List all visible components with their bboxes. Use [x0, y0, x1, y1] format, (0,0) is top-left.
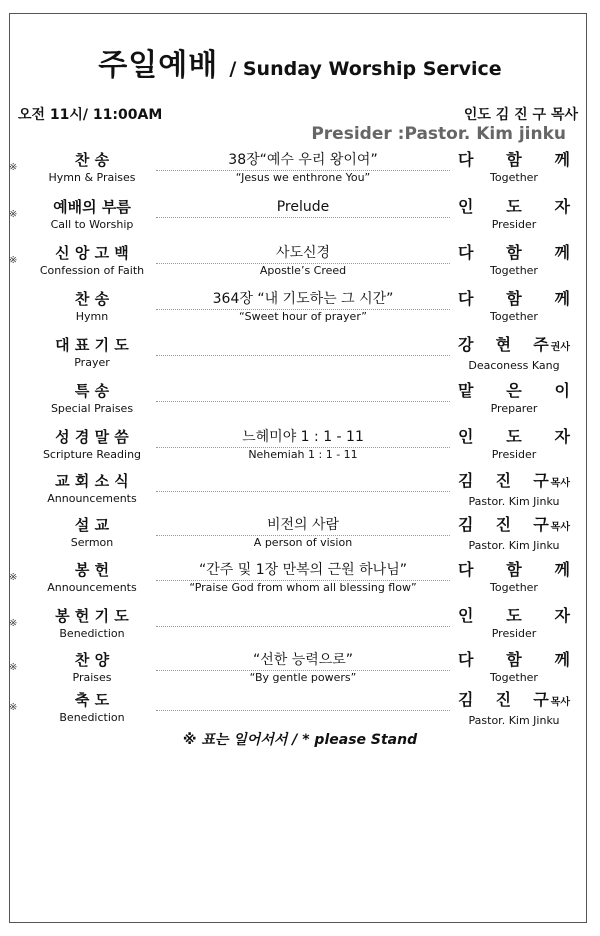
leader-char: 인 — [458, 606, 474, 625]
center-subtitle: “Jesus we enthrone You” — [233, 171, 374, 184]
leader-ko — [458, 650, 570, 670]
order-item-ko: 대 표 기 도 — [55, 336, 129, 354]
order-item-leader — [458, 197, 570, 232]
service-time: 오전 11시/ 11:00AM — [18, 107, 163, 123]
order-item-label — [36, 381, 148, 416]
leader-char: 김 — [458, 690, 474, 709]
order-item-en: Prayer — [74, 356, 110, 369]
stand-marker: ※ — [9, 209, 18, 220]
leader-char: 구 목사 — [533, 690, 570, 709]
leader-en: Together — [490, 310, 538, 323]
center-title: Prelude — [274, 199, 333, 215]
order-item-label — [36, 560, 148, 595]
order-item-ko: 교 회 소 식 — [55, 472, 129, 490]
order-item-en: Benediction — [59, 627, 125, 640]
leader-ko — [458, 243, 570, 263]
leader-dots — [156, 217, 450, 218]
leader-char: 주 권사 — [533, 335, 570, 354]
leader-char: 김 — [458, 515, 474, 534]
order-item-ko: 찬 양 — [74, 651, 110, 669]
order-item-en: Special Praises — [50, 402, 134, 415]
leader-char: 도 — [506, 606, 522, 625]
leader-char: 자 — [554, 606, 570, 625]
order-item-ko: 축 도 — [74, 691, 110, 709]
order-item-en: Announcements — [47, 581, 137, 594]
order-item-label — [36, 150, 148, 185]
order-item-label — [36, 335, 148, 370]
leader-char: 함 — [506, 243, 522, 262]
center-subtitle: “Praise God from whom all blessing flow” — [186, 581, 419, 594]
leader-char: 현 — [495, 335, 512, 354]
stand-marker: ※ — [9, 702, 18, 713]
leader-char: 진 — [495, 690, 512, 709]
leader-char: 께 — [554, 289, 570, 308]
leader-en: Deaconess Kang — [468, 359, 560, 372]
order-item-content — [156, 197, 450, 217]
stand-note: ※ 표는 일어서서 / * please Stand — [182, 732, 418, 748]
leader-ko — [458, 427, 570, 447]
leader-ko — [458, 471, 570, 494]
order-item-leader — [458, 381, 570, 416]
order-item-content — [156, 650, 450, 685]
order-item-ko: 특 송 — [74, 382, 110, 400]
stand-marker: ※ — [9, 662, 18, 673]
leader-char: 함 — [506, 150, 522, 169]
leader-ko — [458, 150, 570, 170]
order-item-en: Hymn — [75, 310, 109, 323]
title-suffix: 목사 — [550, 697, 570, 708]
order-item-leader — [458, 471, 570, 509]
order-item-label — [36, 606, 148, 641]
leader-ko — [458, 606, 570, 626]
stand-marker: ※ — [9, 618, 18, 629]
title-english: / Sunday Worship Service — [229, 58, 502, 80]
leader-char: 도 — [506, 197, 522, 216]
stand-marker: ※ — [9, 255, 18, 266]
order-item-content — [156, 515, 450, 550]
leader-en: Together — [490, 671, 538, 684]
title-suffix: 목사 — [550, 522, 570, 533]
leader-char: 진 — [495, 515, 512, 534]
leader-char: 다 — [458, 650, 474, 669]
leader-en: Presider — [491, 627, 537, 640]
center-subtitle: A person of vision — [251, 536, 355, 549]
order-item-label — [36, 690, 148, 725]
center-subtitle: Apostle’s Creed — [257, 264, 349, 277]
order-item-label — [36, 650, 148, 685]
center-title: 비전의 사람 — [264, 517, 342, 533]
leader-ko — [458, 197, 570, 217]
leader-char: 인 — [458, 197, 474, 216]
order-item-en: Call to Worship — [50, 218, 134, 231]
order-item-leader — [458, 243, 570, 278]
order-item-label — [36, 515, 148, 550]
center-title: “선한 능력으로” — [250, 652, 356, 668]
order-item-ko: 찬 송 — [74, 290, 110, 308]
order-item-content — [156, 289, 450, 324]
order-item-leader — [458, 427, 570, 462]
order-item-content — [156, 560, 450, 595]
order-item-en: Confession of Faith — [39, 264, 145, 277]
order-item-ko: 성 경 말 씀 — [55, 428, 129, 446]
order-item-en: Hymn & Praises — [48, 171, 136, 184]
leader-en: Pastor. Kim Jinku — [468, 495, 560, 508]
order-item-en: Scripture Reading — [42, 448, 142, 461]
leader-en: Preparer — [490, 402, 538, 415]
leader-char: 자 — [554, 427, 570, 446]
leader-char: 다 — [458, 243, 474, 262]
leader-char: 께 — [554, 150, 570, 169]
order-item-leader — [458, 515, 570, 553]
order-item-leader — [458, 690, 570, 728]
order-item-leader — [458, 150, 570, 185]
leader-char: 인 — [458, 427, 474, 446]
leader-dots — [156, 491, 450, 492]
order-item-ko: 찬 송 — [74, 151, 110, 169]
title-korean: 주일예배 — [98, 48, 219, 83]
leader-char: 이 — [554, 381, 570, 400]
center-title: 느헤미야 1 : 1 - 11 — [239, 429, 367, 445]
title-suffix: 권사 — [550, 342, 570, 353]
leader-dots — [156, 626, 450, 627]
leader-char: 은 — [506, 381, 522, 400]
order-item-en: Sermon — [70, 536, 114, 549]
stand-marker: ※ — [9, 162, 18, 173]
title-suffix: 목사 — [550, 478, 570, 489]
order-item-label — [36, 197, 148, 232]
leader-en: Presider — [491, 218, 537, 231]
leader-ko — [458, 289, 570, 309]
order-item-label — [36, 289, 148, 324]
order-item-label — [36, 471, 148, 506]
leader-char: 구 목사 — [533, 515, 570, 534]
officiant: 인도 김 진 구 목사 — [463, 107, 578, 123]
center-subtitle: “Sweet hour of prayer” — [236, 310, 370, 323]
leader-ko — [458, 560, 570, 580]
leader-dots — [156, 355, 450, 356]
leader-ko — [458, 515, 570, 538]
leader-dots — [156, 401, 450, 402]
presider: Presider :Pastor. Kim jinku — [311, 124, 566, 144]
center-title: “간주 및 1장 만복의 근원 하나님” — [196, 562, 410, 578]
leader-char: 다 — [458, 150, 474, 169]
leader-char: 구 목사 — [533, 471, 570, 490]
center-subtitle: Nehemiah 1 : 1 - 11 — [245, 448, 360, 461]
leader-dots — [156, 710, 450, 711]
order-item-leader — [458, 335, 570, 373]
leader-char: 다 — [458, 560, 474, 579]
order-item-en: Announcements — [47, 492, 137, 505]
order-item-leader — [458, 560, 570, 595]
leader-char: 자 — [554, 197, 570, 216]
order-item-leader — [458, 650, 570, 685]
order-item-content — [156, 150, 450, 185]
order-item-ko: 봉 헌 기 도 — [55, 607, 129, 625]
order-item-ko: 봉 헌 — [74, 561, 110, 579]
stand-marker: ※ — [9, 572, 18, 583]
leader-char: 강 — [458, 335, 474, 354]
leader-en: Pastor. Kim Jinku — [468, 714, 560, 727]
leader-char: 께 — [554, 650, 570, 669]
order-item-ko: 신 앙 고 백 — [55, 244, 129, 262]
order-item-label — [36, 243, 148, 278]
leader-en: Presider — [491, 448, 537, 461]
leader-en: Pastor. Kim Jinku — [468, 539, 560, 552]
order-item-label — [36, 427, 148, 462]
leader-ko — [458, 690, 570, 713]
page-title — [0, 40, 600, 84]
leader-char: 다 — [458, 289, 474, 308]
leader-char: 함 — [506, 289, 522, 308]
center-subtitle: “By gentle powers” — [247, 671, 360, 684]
center-title: 사도신경 — [273, 245, 333, 261]
order-item-leader — [458, 289, 570, 324]
leader-char: 맡 — [458, 381, 474, 400]
leader-en: Together — [490, 581, 538, 594]
order-item-ko: 설 교 — [74, 516, 110, 534]
leader-char: 도 — [506, 427, 522, 446]
order-item-content — [156, 243, 450, 278]
order-item-en: Praises — [72, 671, 112, 684]
leader-char: 김 — [458, 471, 474, 490]
order-item-content — [156, 427, 450, 462]
order-item-en: Benediction — [59, 711, 125, 724]
leader-en: Together — [490, 264, 538, 277]
leader-char: 께 — [554, 243, 570, 262]
leader-char: 진 — [495, 471, 512, 490]
center-title: 38장“예수 우리 왕이여” — [225, 152, 380, 168]
leader-en: Together — [490, 171, 538, 184]
leader-char: 함 — [506, 650, 522, 669]
center-title: 364장 “내 기도하는 그 시간” — [210, 291, 397, 307]
order-item-ko: 예배의 부름 — [53, 198, 131, 216]
leader-char: 함 — [506, 560, 522, 579]
leader-char: 께 — [554, 560, 570, 579]
leader-ko — [458, 381, 570, 401]
leader-ko — [458, 335, 570, 358]
order-item-leader — [458, 606, 570, 641]
